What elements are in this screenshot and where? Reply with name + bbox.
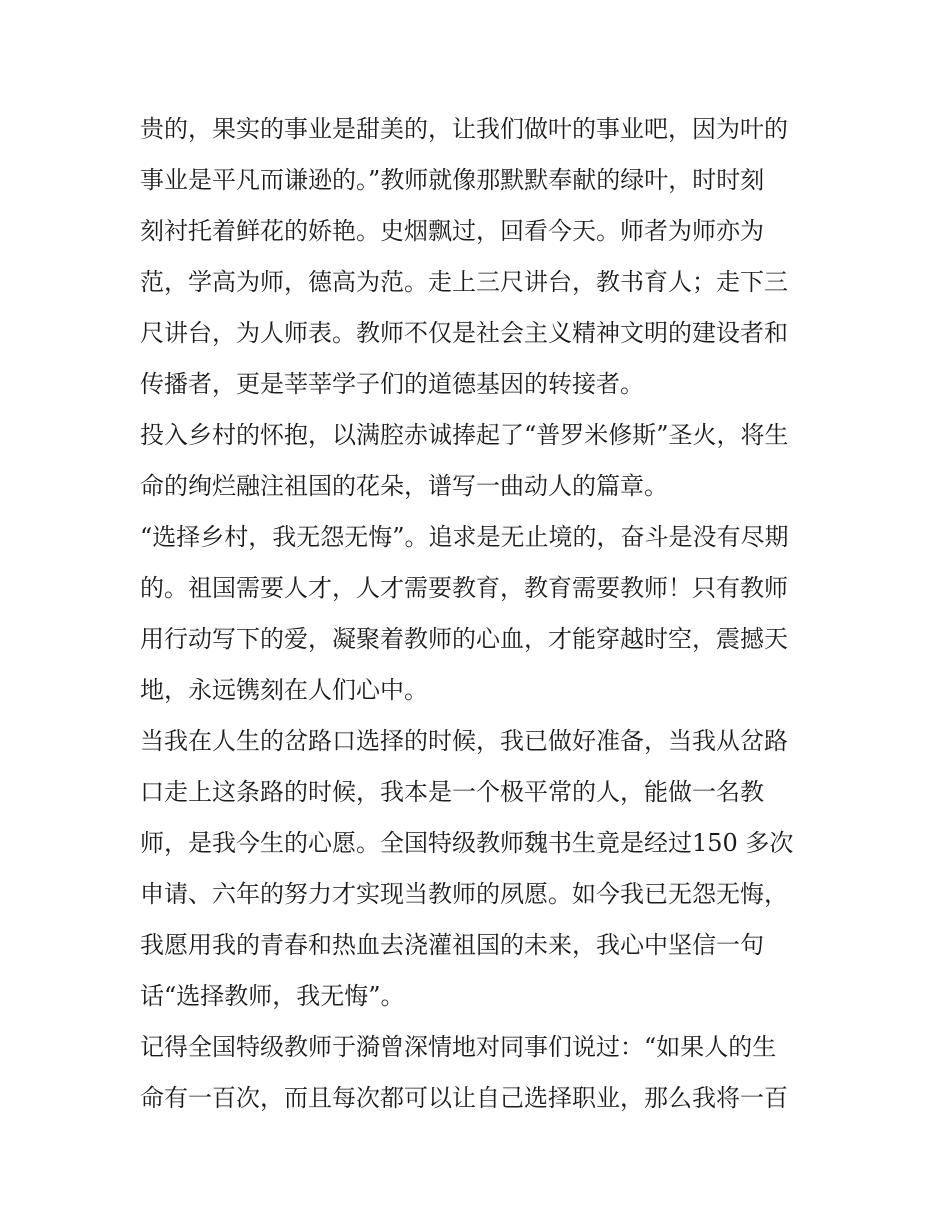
- text-line: 投入乡村的怀抱，以满腔赤诚捧起了“普罗米修斯”圣火，将生: [140, 421, 789, 449]
- text-line: 事业是平凡而谦逊的。”教师就像那默默奉献的绿叶，时时刻: [140, 166, 765, 194]
- text-line: 范，学高为师，德高为范。走上三尺讲台，教书育人；走下三: [140, 268, 788, 296]
- paragraph-3: [140, 512, 820, 716]
- text-line: 尺讲台，为人师表。教师不仅是社会主义精神文明的建设者和: [140, 319, 788, 347]
- text-line: 记得全国特级教师于漪曾深情地对同事们说过：“如果人的生: [140, 1033, 777, 1061]
- paragraph-4: [140, 716, 820, 1022]
- text-line: 命有一百次，而且每次都可以让自己选择职业，那么我将一百: [140, 1084, 788, 1112]
- text-line: 话“选择教师，我无悔”。: [140, 982, 405, 1010]
- text-line: 的。祖国需要人才，人才需要教育，教育需要教师！只有教师: [140, 574, 788, 602]
- text-line: 师，是我今生的心愿。全国特级教师魏书生竟是经过150 多次: [140, 829, 794, 857]
- text-line: 地，永远镌刻在人们心中。: [140, 676, 428, 704]
- text-line: 申请、六年的努力才实现当教师的夙愿。如今我已无怨无悔，: [140, 880, 788, 908]
- paragraph-2: [140, 410, 820, 512]
- text-line: 我愿用我的青春和热血去浇灌祖国的未来，我心中坚信一句: [140, 931, 764, 959]
- paragraph-1: [140, 104, 820, 410]
- text-line: 刻衬托着鲜花的娇艳。史烟飘过，回看今天。师者为师亦为: [140, 217, 764, 245]
- text-line: 口走上这条路的时候，我本是一个极平常的人，能做一名教: [140, 778, 764, 806]
- text-line: “选择乡村，我无怨无悔”。追求是无止境的，奋斗是没有尽期: [140, 523, 789, 551]
- text-line: 用行动写下的爱，凝聚着教师的心血，才能穿越时空，震撼天: [140, 625, 788, 653]
- text-line: 当我在人生的岔路口选择的时候，我已做好准备，当我从岔路: [140, 727, 788, 755]
- text-line: 命的绚烂融注祖国的花朵，谱写一曲动人的篇章。: [140, 472, 668, 500]
- text-line: 贵的，果实的事业是甜美的，让我们做叶的事业吧，因为叶的: [140, 115, 788, 143]
- paragraph-5: [140, 1022, 820, 1124]
- document-body: [140, 104, 820, 1124]
- text-line: 传播者，更是莘莘学子们的道德基因的转接者。: [140, 370, 644, 398]
